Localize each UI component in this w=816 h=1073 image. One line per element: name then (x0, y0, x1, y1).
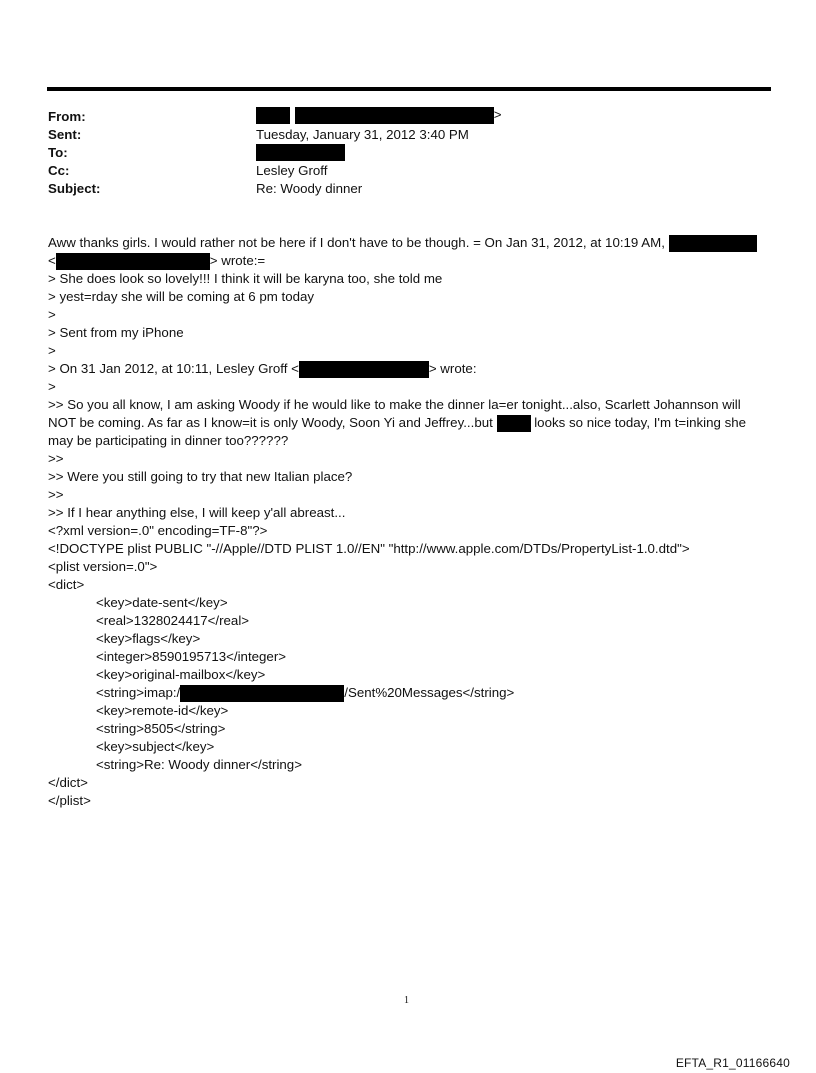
body-line: > (48, 343, 56, 358)
page-number: 1 (404, 995, 409, 1006)
header-rule (47, 87, 771, 91)
body-line: > She does look so lovely!!! I think it will be karyna too, she told me (48, 271, 443, 286)
redaction-block (256, 107, 290, 124)
cc-label: Cc: (48, 163, 70, 178)
body-line: >> If I hear anything else, I will keep y'all abreast... (48, 505, 346, 520)
redaction-block (56, 253, 210, 270)
redaction-block (497, 415, 531, 432)
body-text: /Sent%20Messages</string> (344, 685, 515, 700)
body-text: Aww thanks girls. I would rather not be here if I don't have to be though. = On Jan 31, 2012, at 10:19 AM, (48, 235, 665, 250)
body-text: > wrote: (428, 361, 477, 376)
redaction-block (256, 144, 345, 161)
from-value (256, 106, 501, 124)
redaction-block (299, 361, 429, 378)
body-line: <!DOCTYPE plist PUBLIC "-//Apple//DTD PLIST 1.0//EN" "http://www.apple.com/DTDs/PropertyList-1.0.dtd"> (48, 541, 690, 556)
body-line: >> (48, 487, 64, 502)
body-text: < (48, 253, 56, 268)
to-value (256, 143, 345, 161)
body-line: > Sent from my iPhone (48, 325, 184, 340)
body-line: > (48, 379, 56, 394)
body-line: <string>Re: Woody dinner</string> (96, 757, 302, 772)
body-text: <string>imap:/ (96, 685, 181, 700)
body-line: </plist> (48, 793, 91, 808)
body-text: > On 31 Jan 2012, at 10:11, Lesley Groff < (48, 361, 299, 376)
body-line: <key>remote-id</key> (96, 703, 229, 718)
body-line: <string>8505</string> (96, 721, 226, 736)
body-line: > yest=rday she will be coming at 6 pm today (48, 289, 315, 304)
body-line: <key>date-sent</key> (96, 595, 228, 610)
body-line: > (48, 307, 56, 322)
body-line: <dict> (48, 577, 85, 592)
body-line: </dict> (48, 775, 88, 790)
subject-label: Subject: (48, 181, 101, 196)
body-line (48, 252, 265, 270)
body-text: > wrote:= (209, 253, 266, 268)
body-line (96, 684, 514, 702)
body-line (48, 360, 477, 378)
body-line: <key>flags</key> (96, 631, 201, 646)
redaction-block (180, 685, 344, 702)
from-suffix: > (493, 107, 502, 122)
body-line: <plist version=.0"> (48, 559, 158, 574)
body-line: >> Were you still going to try that new Italian place? (48, 469, 353, 484)
cc-value: Lesley Groff (256, 163, 328, 178)
body-line: <key>original-mailbox</key> (96, 667, 266, 682)
body-line: <real>1328024417</real> (96, 613, 250, 628)
redaction-block (669, 235, 757, 252)
subject-value: Re: Woody dinner (256, 181, 363, 196)
body-line (48, 234, 757, 252)
body-line: >> So you all know, I am asking Woody if he would like to make the dinner la=er tonight...also, Scarlett Johannson will (48, 397, 741, 412)
body-line (48, 414, 746, 432)
body-line: may be participating in dinner too?????? (48, 433, 289, 448)
body-text: NOT be coming. As far as I know=it is only Woody, Soon Yi and Jeffrey...but (48, 415, 493, 430)
bates-number: EFTA_R1_01166640 (675, 1056, 790, 1070)
to-label: To: (48, 145, 68, 160)
body-line: <integer>8590195713</integer> (96, 649, 287, 664)
from-label: From: (48, 109, 86, 124)
body-line: <?xml version=.0" encoding=TF-8"?> (48, 523, 268, 538)
body-line: <key>subject</key> (96, 739, 215, 754)
sent-label: Sent: (48, 127, 82, 142)
sent-value: Tuesday, January 31, 2012 3:40 PM (256, 127, 469, 142)
body-text: looks so nice today, I'm t=inking she (534, 415, 747, 430)
redaction-block (295, 107, 494, 124)
body-line: >> (48, 451, 64, 466)
